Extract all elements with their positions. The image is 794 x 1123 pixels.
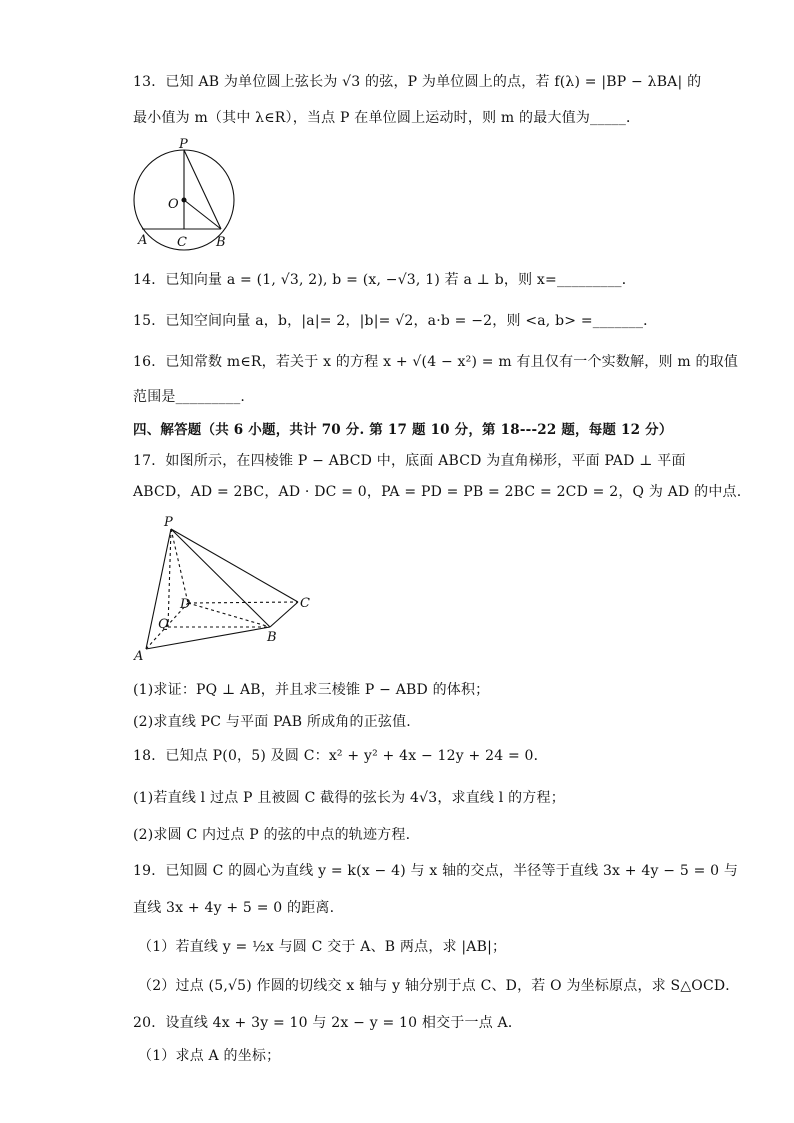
q19-line2: 直线 3x + 4y + 5 = 0 的距离. [133,900,335,916]
label-P: P [179,137,188,152]
segment-OB [184,200,221,229]
q17-line2: ABCD，AD = 2BC，AD · DC = 0，PA = PD = PB = 2BC = 2CD = 2，Q 为 AD 的中点. [133,484,742,500]
q18-part2: (2)求圆 C 内过点 P 的弦的中点的轨迹方程. [133,827,411,843]
label-C: C [177,235,187,250]
q20-part1: （1）求点 A 的坐标； [138,1048,281,1064]
q13-line1: 13．已知 AB 为单位圆上弦长为 √3 的弦，P 为单位圆上的点，若 f(λ) = |BP − λBA| 的 [133,74,702,90]
q16-line1: 16．已知常数 m∈R，若关于 x 的方程 x + √(4 − x²) = m 有且仅有一个实数解，则 m 的取值 [133,354,739,370]
label-A: A [134,649,144,664]
label-A: A [138,233,148,248]
q17-part1: (1)求证：PQ ⊥ AB，并且求三棱锥 P − ABD 的体积； [133,682,490,698]
edge-DC [188,602,298,603]
section4-heading: 四、解答题（共 6 小题，共计 70 分. 第 17 题 10 分，第 18---22 题，每题 12 分） [133,422,673,438]
q14-line: 14．已知向量 a = (1, √3, 2), b = (x, −√3, 1) 若 a ⊥ b，则 x=_________． [133,272,636,288]
label-B: B [216,235,226,250]
q19-line1: 19．已知圆 C 的圆心为直线 y = k(x − 4) 与 x 轴的交点，半径等于直线 3x + 4y − 5 = 0 与 [133,863,739,879]
edge-PD [171,529,188,603]
q19-part1: （1）若直线 y = ½x 与圆 C 交于 A、B 两点，求 |AB|； [138,939,507,955]
label-C: C [300,596,310,611]
label-B: B [267,630,277,645]
q20-line1: 20．设直线 4x + 3y = 10 与 2x − y = 10 相交于一点 A． [133,1015,523,1031]
label-O: O [168,197,179,212]
q18-line1: 18．已知点 P(0，5) 及圆 C：x² + y² + 4x − 12y + 24 = 0． [133,748,548,764]
label-Q: Q [158,617,169,632]
q19-part2: （2）过点 (5,√5) 作圆的切线交 x 轴与 y 轴分别于点 C、D，若 O 为坐标原点，求 S△OCD． [138,978,740,994]
label-D: D [180,597,191,612]
edge-BC [270,602,298,627]
q17-part2: (2)求直线 PC 与平面 PAB 所成角的正弦值. [133,714,411,730]
q18-part1: (1)若直线 l 过点 P 且被圆 C 截得的弦长为 4√3，求直线 l 的方程； [133,790,565,806]
q16-line2: 范围是_________. [133,389,246,405]
edge-PC [171,529,298,602]
q13-line2: 最小值为 m（其中 λ∈R），当点 P 在单位圆上运动时，则 m 的最大值为_____． [133,110,641,126]
center-point [182,198,186,202]
q17-line1: 17．如图所示，在四棱锥 P − ABCD 中，底面 ABCD 为直角梯形，平面 PAD ⊥ 平面 [133,453,686,469]
q15-line: 15．已知空间向量 a，b，|a|= 2，|b|= √2，a·b = −2，则 <a, b> =_______． [133,313,658,329]
q17-pyramid-figure [128,512,320,664]
label-P: P [164,515,173,530]
q13-circle-figure [128,136,240,252]
segment-PB [184,150,221,229]
